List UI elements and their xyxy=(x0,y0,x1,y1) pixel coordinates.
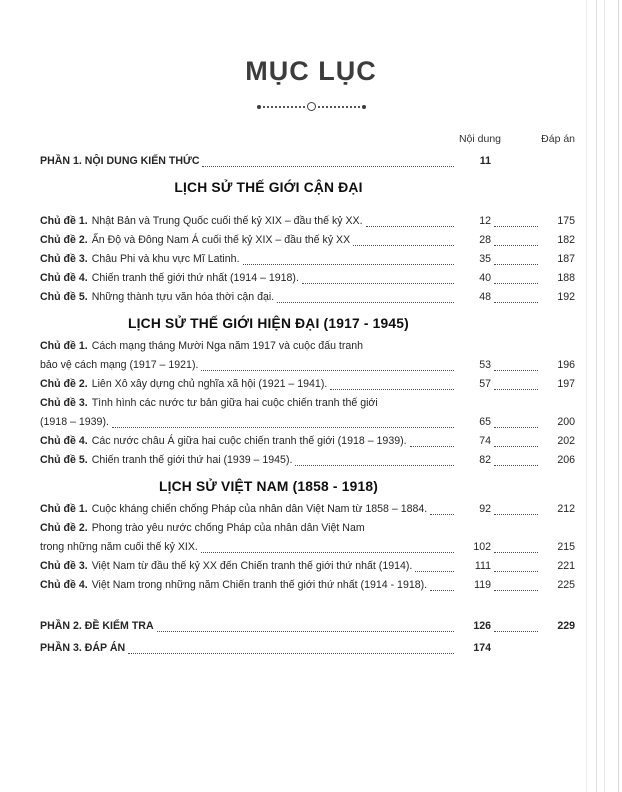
toc-item xyxy=(40,576,575,595)
answer-page-number: 187 xyxy=(557,253,575,265)
dot-leader xyxy=(302,283,454,284)
answer-page-number: 182 xyxy=(557,234,575,246)
toc-item-text: Châu Phi và khu vực Mĩ Latinh. xyxy=(91,253,240,265)
part-label: PHẦN 1. NỘI DUNG KIẾN THỨC xyxy=(40,155,200,167)
answer-page-number: 197 xyxy=(557,378,575,390)
dot-leader xyxy=(353,245,454,246)
toc-item-text: trong những năm cuối thế kỷ XIX. xyxy=(40,541,198,553)
dot-leader xyxy=(128,653,454,654)
toc-item-label: Chủ đề 4. xyxy=(40,272,88,284)
page-edge-line xyxy=(618,0,619,792)
page-title: MỤC LỤC xyxy=(245,56,377,86)
toc-item-text: bảo vệ cách mạng (1917 – 1921). xyxy=(40,359,199,371)
dot-leader xyxy=(494,166,538,167)
toc-part-3 xyxy=(40,639,575,658)
dot-leader xyxy=(494,264,538,265)
toc-item-text: Những thành tựu văn hóa thời cận đại. xyxy=(91,291,275,303)
page-edge-line xyxy=(586,0,587,792)
toc-item xyxy=(40,212,575,231)
toc-item-label: Chủ đề 5. xyxy=(40,454,88,466)
answer-page-number: 215 xyxy=(557,541,575,553)
content-page-number: 174 xyxy=(473,642,491,654)
toc-item-text: Chiến tranh thế giới thứ nhất (1914 – 1918). xyxy=(91,272,299,284)
ornament-divider xyxy=(0,102,622,111)
toc-item-text: (1918 – 1939). xyxy=(40,416,109,428)
content-page-number: 92 xyxy=(479,503,491,515)
answer-page-number: 200 xyxy=(557,416,575,428)
dot-leader xyxy=(430,590,454,591)
toc-item xyxy=(40,394,575,432)
content-page-number: 28 xyxy=(479,234,491,246)
dot-leader xyxy=(410,446,454,447)
toc-item-line1 xyxy=(40,519,575,538)
dot-leader xyxy=(494,370,538,371)
toc-item-line2 xyxy=(40,356,575,375)
dot-leader xyxy=(201,552,454,553)
dot-leader xyxy=(494,302,538,303)
divider-dotted-line xyxy=(318,106,360,108)
answer-page-number: 229 xyxy=(557,620,575,632)
toc-item-line2 xyxy=(40,538,575,557)
toc-content xyxy=(40,130,575,658)
dot-leader xyxy=(494,590,538,591)
toc-part-1 xyxy=(40,152,575,171)
dot-leader xyxy=(494,446,538,447)
toc-item xyxy=(40,231,575,250)
toc-item-label: Chủ đề 1. xyxy=(40,215,88,227)
answer-page-number: 196 xyxy=(557,359,575,371)
content-page-number: 40 xyxy=(479,272,491,284)
toc-item-text: Tình hình các nước tư bản giữa hai cuộc chiến tranh thế giới xyxy=(91,397,378,409)
toc-item-label: Chủ đề 5. xyxy=(40,291,88,303)
dot-leader xyxy=(494,571,538,572)
toc-item-text: Cách mạng tháng Mười Nga năm 1917 và cuộc đấu tranh xyxy=(91,340,364,352)
dot-leader xyxy=(112,427,454,428)
toc-item-line2 xyxy=(40,413,575,432)
toc-item-line1 xyxy=(40,394,575,413)
section-heading: LỊCH SỬ VIỆT NAM (1858 - 1918) xyxy=(158,479,379,494)
dot-leader xyxy=(277,302,454,303)
toc-item-text: Phong trào yêu nước chống Pháp của nhân dân Việt Nam xyxy=(91,522,365,534)
dot-leader xyxy=(430,514,454,515)
dot-leader xyxy=(330,389,454,390)
dot-leader xyxy=(366,226,454,227)
content-page-number: 82 xyxy=(479,454,491,466)
dot-leader xyxy=(494,283,538,284)
divider-circle-icon xyxy=(307,102,316,111)
answer-page-number: 188 xyxy=(557,272,575,284)
toc-item xyxy=(40,375,575,394)
content-page-number: 65 xyxy=(479,416,491,428)
toc-item-label: Chủ đề 4. xyxy=(40,579,88,591)
content-page-number: 119 xyxy=(474,579,491,591)
dot-leader xyxy=(494,226,538,227)
toc-item-label: Chủ đề 1. xyxy=(40,503,88,515)
page-edge-line xyxy=(604,0,605,792)
content-page-number: 35 xyxy=(479,253,491,265)
answer-page-number: 175 xyxy=(557,215,575,227)
toc-item-label: Chủ đề 1. xyxy=(40,340,88,352)
column-header-answer: Đáp án xyxy=(541,133,575,145)
dot-leader xyxy=(243,264,454,265)
toc-item-label: Chủ đề 4. xyxy=(40,435,88,447)
dot-leader xyxy=(202,166,454,167)
dot-leader xyxy=(415,571,454,572)
content-page-number: 57 xyxy=(479,378,491,390)
content-page-number: 111 xyxy=(474,560,491,572)
section-heading: LỊCH SỬ THẾ GIỚI HIỆN ĐẠI (1917 - 1945) xyxy=(128,316,409,331)
dot-leader xyxy=(201,370,454,371)
answer-page-number: 206 xyxy=(557,454,575,466)
dot-leader xyxy=(494,552,538,553)
content-page-number: 126 xyxy=(473,620,491,632)
toc-item-text: Nhật Bản và Trung Quốc cuối thế kỷ XIX – đầu thế kỷ XX. xyxy=(91,215,363,227)
content-page-number: 11 xyxy=(479,155,491,167)
answer-page-number: 202 xyxy=(557,435,575,447)
answer-page-number: 212 xyxy=(557,503,575,515)
content-page-number: 102 xyxy=(473,541,491,553)
content-page-number: 53 xyxy=(479,359,491,371)
toc-item xyxy=(40,519,575,557)
toc-part-2 xyxy=(40,617,575,636)
answer-page-number: 221 xyxy=(557,560,575,572)
toc-item-text: Liên Xô xây dựng chủ nghĩa xã hội (1921 – 1941). xyxy=(91,378,328,390)
toc-item xyxy=(40,269,575,288)
toc-item-label: Chủ đề 3. xyxy=(40,560,88,572)
dot-leader xyxy=(157,631,454,632)
dot-leader xyxy=(494,427,538,428)
toc-item xyxy=(40,451,575,470)
toc-item-label: Chủ đề 2. xyxy=(40,522,88,534)
toc-item xyxy=(40,432,575,451)
part-label: PHẦN 3. ĐÁP ÁN xyxy=(40,642,126,654)
toc-item-label: Chủ đề 2. xyxy=(40,378,88,390)
part-label: PHẦN 2. ĐỀ KIỂM TRA xyxy=(40,620,154,632)
toc-item-label: Chủ đề 3. xyxy=(40,397,88,409)
toc-item-text: Chiến tranh thế giới thứ hai (1939 – 1945). xyxy=(91,454,293,466)
dot-leader xyxy=(494,653,538,654)
toc-item-text: Các nước châu Á giữa hai cuộc chiến tranh thế giới (1918 – 1939). xyxy=(91,435,407,447)
toc-item-text: Việt Nam từ đầu thế kỷ XX đến Chiến tranh thế giới thứ nhất (1914). xyxy=(91,560,413,572)
divider-dot-icon xyxy=(362,105,366,109)
divider-dotted-line xyxy=(263,106,305,108)
toc-item-text: Cuộc kháng chiến chống Pháp của nhân dân Việt Nam từ 1858 – 1884. xyxy=(91,503,428,515)
content-page-number: 12 xyxy=(479,215,491,227)
toc-item xyxy=(40,288,575,307)
toc-item xyxy=(40,337,575,375)
answer-page-number: 192 xyxy=(557,291,575,303)
page-edge-line xyxy=(596,0,597,792)
toc-item xyxy=(40,557,575,576)
content-page-number: 74 xyxy=(479,435,491,447)
answer-page-number: 225 xyxy=(557,579,575,591)
column-header-content: Nội dung xyxy=(458,133,501,145)
content-page-number: 48 xyxy=(479,291,491,303)
section-heading: LỊCH SỬ THẾ GIỚI CẬN ĐẠI xyxy=(174,180,363,195)
toc-item xyxy=(40,250,575,269)
dot-leader xyxy=(494,245,538,246)
toc-item xyxy=(40,500,575,519)
toc-item-label: Chủ đề 2. xyxy=(40,234,88,246)
toc-item-text: Việt Nam trong những năm Chiến tranh thế giới thứ nhất (1914 - 1918). xyxy=(91,579,428,591)
column-header-row xyxy=(40,130,575,149)
dot-leader xyxy=(295,465,454,466)
divider-dot-icon xyxy=(257,105,261,109)
dot-leader xyxy=(494,514,538,515)
dot-leader xyxy=(494,389,538,390)
dot-leader xyxy=(494,465,538,466)
dot-leader xyxy=(494,631,538,632)
toc-item-label: Chủ đề 3. xyxy=(40,253,88,265)
toc-item-line1 xyxy=(40,337,575,356)
toc-item-text: Ấn Độ và Đông Nam Á cuối thế kỷ XIX – đầu thế kỷ XX xyxy=(91,234,351,246)
